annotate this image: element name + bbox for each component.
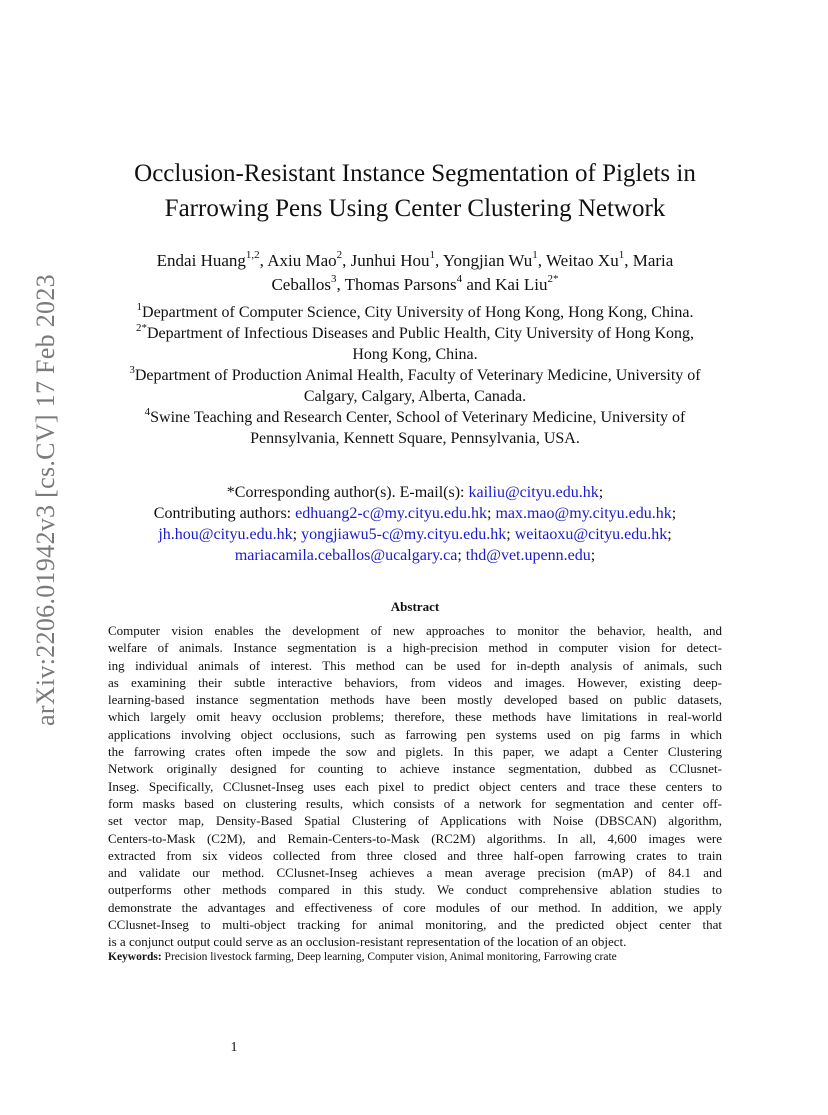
email-link[interactable]: edhuang2-c@my.cityu.edu.hk	[295, 505, 487, 522]
corresponding-author-line: *Corresponding author(s). E-mail(s): kailiu@cityu.edu.hk;	[226, 484, 604, 501]
author-line-1: Endai Huang$^{1,2}$, Axiu Mao$^2$, Junhui Hou$^1$, Yongjian Wu$^1$, Weitao Xu$^1$, Maria	[156, 249, 674, 270]
abstract-line: demonstrate the advantages and effectiveness of core modules of our method. In addition, we apply	[108, 899, 722, 915]
author-list	[100, 249, 730, 297]
title-line-2: Farrowing Pens Using Center Clustering Network	[164, 195, 666, 222]
abstract-line: extracted from six videos collected from three closed and three half-open farrowing crates to train	[108, 847, 722, 863]
abstract-body	[108, 622, 722, 951]
affiliation-1: $^1$Department of Computer Science, City University of Hong Kong, Hong Kong, China.	[136, 300, 694, 321]
abstract-line: applications involving object occlusions, such as farrowing pen systems used on pig farms in which	[108, 726, 722, 742]
affiliation-2: $^{2*}$Department of Infectious Diseases and Public Health, City University of Hong Kong, Hong Kong, China.	[136, 321, 694, 363]
email-link[interactable]: jh.hou@cityu.edu.hk	[158, 526, 293, 543]
title-line-1: Occlusion-Resistant Instance Segmentation of Piglets in	[134, 160, 696, 187]
abstract-line: as examining their subtle interactive behaviors, from videos and images. However, existing deep-	[108, 674, 722, 690]
abstract-line: CClusnet-Inseg to multi-object tracking for animal monitoring, and the predicted object center that	[108, 917, 722, 933]
paper-title	[100, 156, 730, 226]
contributing-authors-line-3: mariacamila.ceballos@ucalgary.ca; thd@vet.upenn.edu;	[234, 547, 596, 564]
affiliations	[85, 302, 745, 449]
abstract-line: the farrowing crates often impede the sow and piglets. In this paper, we adapt a Center Clustering	[108, 744, 722, 760]
abstract-line: which largely omit heavy occlusion problems; therefore, these methods have limitations in real-world	[108, 709, 722, 725]
contributing-authors-line-1: Contributing authors: edhuang2-c@my.cityu.edu.hk; max.mao@my.cityu.edu.hk;	[153, 505, 677, 522]
abstract-line: ing individual animals of interest. This method can be used for in-depth analysis of animals, such	[108, 657, 722, 673]
page-number: 1	[230, 1040, 238, 1055]
abstract-line: is a conjunct output could serve as an occlusion-resistant representation of the location of an object.	[108, 934, 627, 950]
abstract-line: Centers-to-Mask (C2M), and Remain-Centers-to-Mask (RC2M) algorithms. In all, 4,600 images were	[108, 830, 722, 846]
email-link[interactable]: thd@vet.upenn.edu	[465, 547, 591, 564]
affiliation-4: $^4$Swine Teaching and Research Center, School of Veterinary Medicine, University of Pennsylvania, Kennett Square, Pennsylvania, USA.	[144, 405, 686, 447]
contributing-authors-line-2: jh.hou@cityu.edu.hk; yongjiawu5-c@my.cityu.edu.hk; weitaoxu@cityu.edu.hk;	[158, 526, 672, 543]
corresponding-email-link[interactable]: kailiu@cityu.edu.hk	[468, 484, 599, 501]
abstract-heading: Abstract	[390, 599, 440, 614]
arxiv-identifier: arXiv:2206.01942v3 [cs.CV] 17 Feb 2023	[31, 274, 60, 726]
keywords-label: Keywords:	[108, 951, 162, 963]
abstract-line: welfare of animals. Instance segmentation is a high-precision method in computer vision for detect-	[108, 640, 722, 656]
email-link[interactable]: mariacamila.ceballos@ucalgary.ca	[234, 547, 458, 564]
email-link[interactable]: weitaoxu@cityu.edu.hk	[514, 526, 668, 543]
abstract-line: and validate our method. CClusnet-Inseg achieves a mean average precision (mAP) of 84.1 and	[108, 865, 722, 881]
abstract-line: Computer vision enables the development of new approaches to monitor the behavior, health, and	[108, 623, 722, 638]
abstract-line: learning-based instance segmentation methods have been mostly developed based on public datasets,	[108, 692, 722, 708]
abstract-line: set vector map, Density-Based Spatial Clustering of Applications with Noise (DBSCAN) algorithm,	[108, 813, 722, 829]
email-link[interactable]: yongjiawu5-c@my.cityu.edu.hk	[301, 526, 507, 543]
contact-info	[95, 482, 735, 566]
keywords	[108, 951, 722, 963]
abstract-line: Inseg. Specifically, CClusnet-Inseg uses each pixel to predict object centers and trace these centers to	[108, 778, 722, 794]
author-line-2: Ceballos$^3$, Thomas Parsons$^4$ and Kai Liu$^{2*}$	[271, 273, 559, 294]
email-link[interactable]: max.mao@my.cityu.edu.hk	[495, 505, 672, 522]
abstract-line: outperforms other methods compared in this study. We conduct comprehensive ablation studies to	[108, 882, 722, 898]
abstract-line: Network originally designed for counting to achieve instance segmentation, dubbed as CClusnet-	[108, 761, 722, 777]
keywords-text: Precision livestock farming, Deep learning, Computer vision, Animal monitoring, Farrowing crate	[161, 951, 617, 963]
abstract-line: form masks based on clustering results, which consists of a network for segmentation and center off-	[108, 795, 722, 811]
affiliation-3: $^3$Department of Production Animal Health, Faculty of Veterinary Medicine, University of Calgary, Calgary, Alberta, Canada.	[129, 363, 701, 405]
